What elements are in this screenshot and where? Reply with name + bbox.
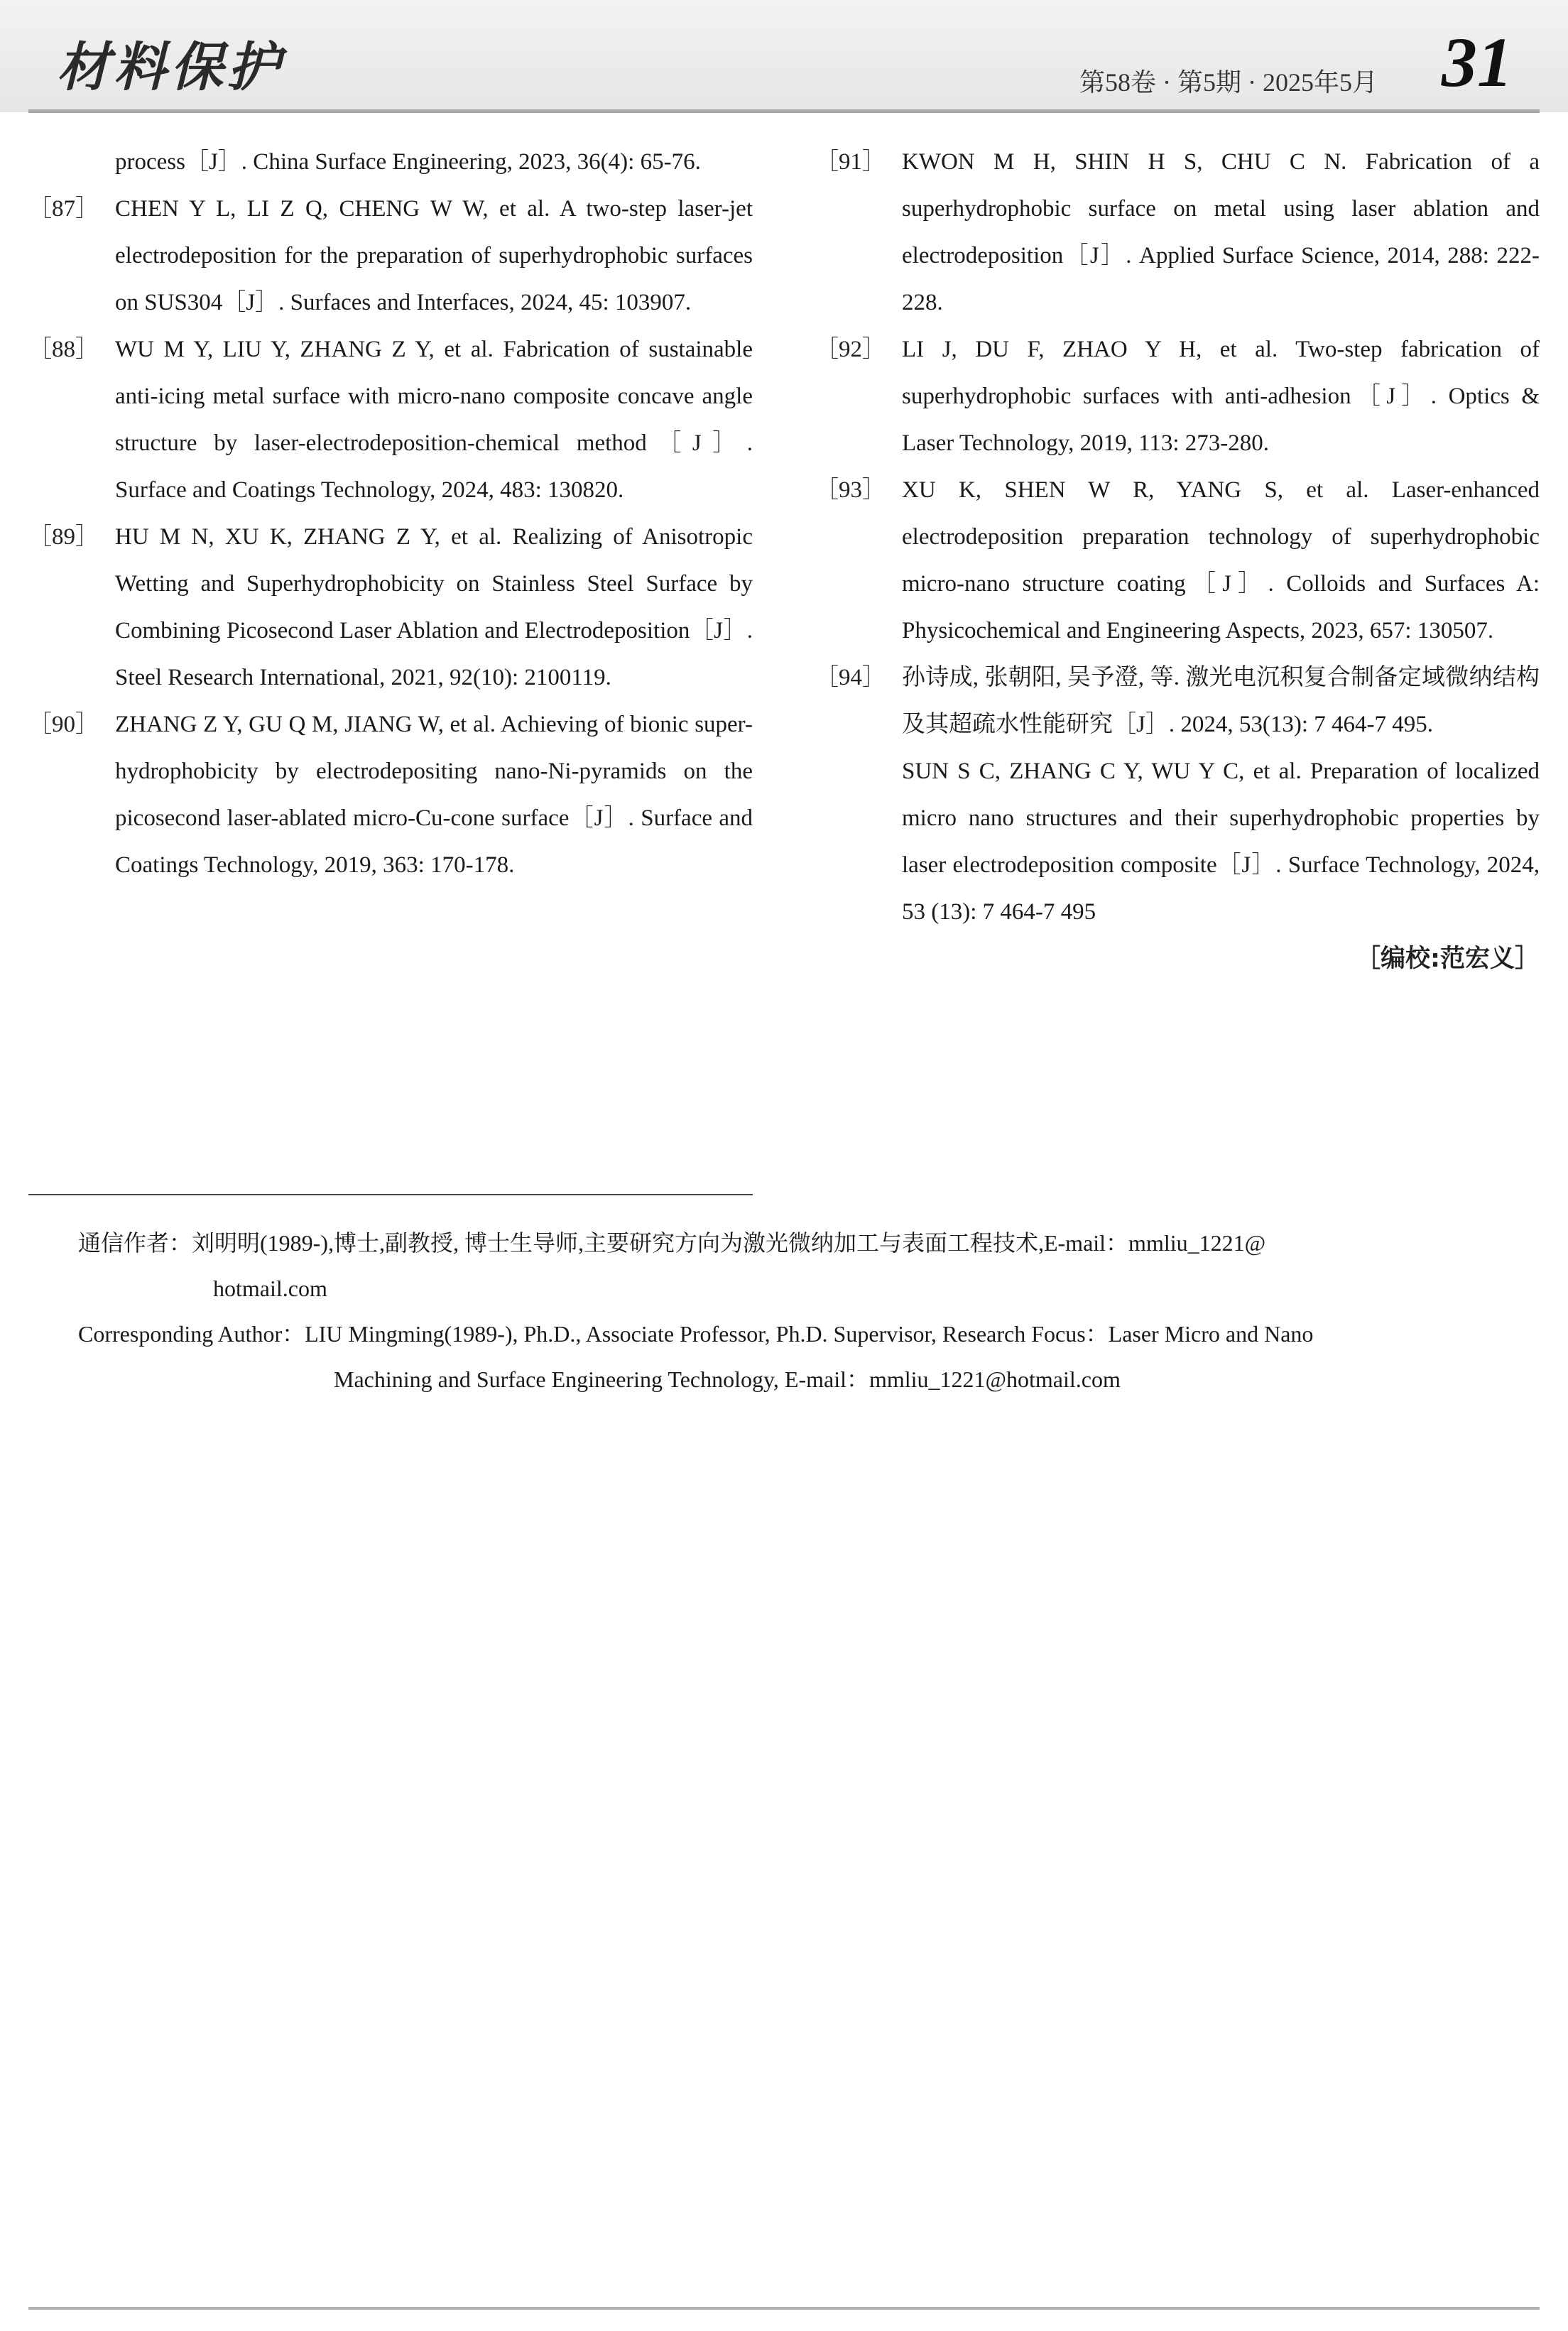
- footnote-english: [78, 1311, 1541, 1402]
- reference-number: ［90］: [28, 712, 99, 737]
- reference-93: [815, 467, 1540, 654]
- reference-91: [815, 138, 1540, 326]
- reference-continued: [28, 138, 753, 185]
- footnote-line: hotmail.com: [213, 1276, 327, 1301]
- page-number: 31: [1442, 23, 1513, 102]
- issue-info: 第58卷 · 第5期 · 2025年5月: [1079, 68, 1378, 97]
- reference-94: [815, 654, 1540, 748]
- reference-90: [28, 701, 753, 889]
- header-rule: [28, 109, 1540, 113]
- footnote-line: 通信作者：刘明明(1989-),博士,副教授, 博士生导师,主要研究方向为激光微纳加工与表面工程技术,E-mail：mmliu_1221@: [78, 1230, 1266, 1256]
- reference-text: WU M Y, LIU Y, ZHANG Z Y, et al. Fabrication of sustainable anti-icing metal surface with micro-nano composite concave angle structure by laser-electrodeposition-chemical method［J］. Surface and Coatings Technology, 2024, 483: 130820.: [115, 337, 753, 503]
- footnote-chinese: [78, 1220, 1541, 1311]
- reference-92: [815, 326, 1540, 467]
- reference-88: [28, 326, 753, 514]
- reference-94-translation: [815, 748, 1540, 935]
- reference-text: SUN S C, ZHANG C Y, WU Y C, et al. Preparation of localized micro nano structures and their superhydrophobic properties by laser electrodeposition composite［J］. Surface Technology, 2024, 53 (13): 7 464-7 495: [902, 759, 1540, 925]
- reference-number: ［88］: [28, 337, 99, 362]
- reference-text: process［J］. China Surface Engineering, 2023, 36(4): 65-76.: [115, 149, 701, 175]
- reference-87: [28, 185, 753, 326]
- reference-text: CHEN Y L, LI Z Q, CHENG W W, et al. A two-step laser-jet electrodeposition for the preparation of superhydrophobic surfaces on SUS304［J］. Surfaces and Interfaces, 2024, 45: 103907.: [115, 196, 753, 315]
- footnote-line: Machining and Surface Engineering Technology, E-mail：mmliu_1221@hotmail.com: [334, 1366, 1121, 1392]
- right-column: [815, 138, 1540, 982]
- left-column: [28, 138, 753, 889]
- reference-number: ［94］: [815, 665, 886, 690]
- footnote-line: Corresponding Author：LIU Mingming(1989-), Ph.D., Associate Professor, Ph.D. Supervisor, Research Focus：Laser Micro and Nano: [78, 1321, 1314, 1347]
- reference-text: LI J, DU F, ZHAO Y H, et al. Two-step fabrication of superhydrophobic surfaces with anti-adhesion［J］. Optics & Laser Technology, 2019, 113: 273-280.: [902, 337, 1540, 456]
- reference-text: HU M N, XU K, ZHANG Z Y, et al. Realizing of Anisotropic Wetting and Superhydrophobicity on Stainless Steel Surface by Combining Picosecond Laser Ablation and Electrodeposition［J］. Steel Research International, 2021, 92(10): 2100119.: [115, 524, 753, 690]
- journal-logo: 材料保护: [57, 37, 284, 98]
- page-header: [0, 0, 1568, 112]
- bottom-rule: [28, 2307, 1540, 2310]
- reference-number: ［87］: [28, 196, 99, 222]
- editor-credit: ［编校:范宏义］: [1356, 945, 1540, 973]
- reference-89: [28, 514, 753, 701]
- reference-text: KWON M H, SHIN H S, CHU C N. Fabrication of a superhydrophobic surface on metal using laser ablation and electrodeposition［J］. Applied Surface Science, 2014, 288: 222-228.: [902, 149, 1540, 315]
- footnote-rule: [28, 1194, 753, 1195]
- reference-number: ［89］: [28, 524, 99, 550]
- reference-number: ［91］: [815, 149, 886, 175]
- reference-text: XU K, SHEN W R, YANG S, et al. Laser-enhanced electrodeposition preparation technology of superhydrophobic micro-nano structure coating［J］. Colloids and Surfaces A: Physicochemical and Engineering Aspects, 2023, 657: 130507.: [902, 477, 1540, 643]
- reference-text: ZHANG Z Y, GU Q M, JIANG W, et al. Achieving of bionic super-hydrophobicity by electrodepositing nano-Ni-pyramids on the picosecond laser-ablated micro-Cu-cone surface［J］. Surface and Coatings Technology, 2019, 363: 170-178.: [115, 712, 753, 878]
- reference-number: ［92］: [815, 337, 886, 362]
- reference-number: ［93］: [815, 477, 886, 503]
- reference-text: 孙诗成, 张朝阳, 吴予澄, 等. 激光电沉积复合制备定域微纳结构及其超疏水性能研究［J］. 2024, 53(13): 7 464-7 495.: [902, 665, 1540, 737]
